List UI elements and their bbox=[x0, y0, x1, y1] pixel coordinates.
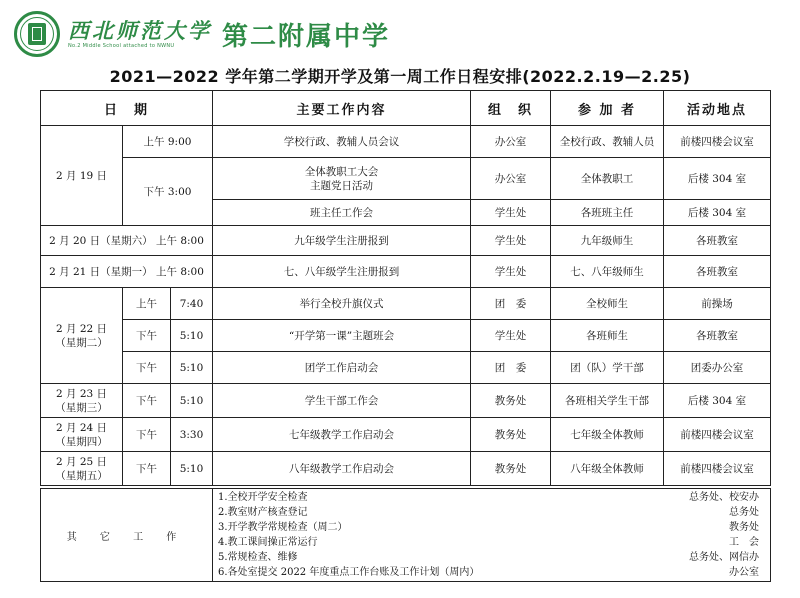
col-header-participants: 参 加 者 bbox=[551, 91, 664, 126]
table-row bbox=[41, 288, 771, 320]
org-cell: 办公室 bbox=[471, 126, 551, 158]
location-cell: 前操场 bbox=[664, 288, 771, 320]
table-row bbox=[41, 158, 771, 200]
col-header-location: 活动地点 bbox=[664, 91, 771, 126]
content-line: 主题党日活动 bbox=[310, 179, 373, 192]
org-cell: 学生处 bbox=[471, 226, 551, 256]
time-cell: 5:10 bbox=[171, 352, 213, 384]
list-item bbox=[214, 520, 769, 535]
location-cell: 后楼 304 室 bbox=[664, 200, 771, 226]
weekday-line: （星期四） bbox=[55, 435, 108, 448]
school-header bbox=[14, 8, 390, 60]
other-item-text: 2.教室财产核查登记 bbox=[218, 507, 308, 518]
participants-cell: 团（队）学干部 bbox=[551, 352, 664, 384]
school-name: 西北师范大学 bbox=[68, 17, 212, 43]
other-item-dept: 教务处 bbox=[729, 522, 759, 533]
content-cell: 举行全校升旗仪式 bbox=[213, 288, 471, 320]
ampm-cell: 上午 bbox=[123, 288, 171, 320]
date-cell: 2 月 20 日（星期六） 上午 8:00 bbox=[41, 226, 213, 256]
participants-cell: 各班师生 bbox=[551, 320, 664, 352]
time-cell: 3:30 bbox=[171, 418, 213, 452]
other-item-dept: 总务处、校安办 bbox=[689, 492, 759, 503]
other-item-dept: 总务处、网信办 bbox=[689, 552, 759, 563]
content-cell: 班主任工作会 bbox=[213, 200, 471, 226]
list-item bbox=[214, 550, 769, 565]
table-row bbox=[41, 226, 771, 256]
location-cell: 各班教室 bbox=[664, 256, 771, 288]
subschool-name: 第二附属中学 bbox=[222, 21, 391, 52]
content-cell: 七年级教学工作启动会 bbox=[213, 418, 471, 452]
participants-cell: 九年级师生 bbox=[551, 226, 664, 256]
other-item-text: 6.各处室提交 2022 年度重点工作台账及工作计划（周内） bbox=[218, 567, 480, 578]
org-cell: 团 委 bbox=[471, 288, 551, 320]
ampm-cell: 下午 bbox=[123, 452, 171, 486]
table-row bbox=[41, 126, 771, 158]
participants-cell: 各班相关学生干部 bbox=[551, 384, 664, 418]
schedule-table bbox=[40, 90, 771, 486]
org-cell: 教务处 bbox=[471, 384, 551, 418]
org-cell: 学生处 bbox=[471, 256, 551, 288]
col-header-date: 日 期 bbox=[41, 91, 213, 126]
content-cell: 九年级学生注册报到 bbox=[213, 226, 471, 256]
time-cell: 下午 3:00 bbox=[123, 158, 213, 226]
other-work-table bbox=[40, 488, 771, 582]
weekday-line: （星期三） bbox=[55, 401, 108, 414]
school-emblem-icon bbox=[14, 11, 60, 57]
content-cell: 学校行政、教辅人员会议 bbox=[213, 126, 471, 158]
time-cell: 7:40 bbox=[171, 288, 213, 320]
location-cell: 各班教室 bbox=[664, 226, 771, 256]
ampm-cell: 下午 bbox=[123, 320, 171, 352]
date-line: 2 月 22 日 bbox=[55, 322, 108, 335]
location-cell: 后楼 304 室 bbox=[664, 384, 771, 418]
other-work-list bbox=[213, 489, 771, 582]
time-cell: 5:10 bbox=[171, 320, 213, 352]
participants-cell: 全校行政、教辅人员 bbox=[551, 126, 664, 158]
ampm-cell: 下午 bbox=[123, 418, 171, 452]
org-cell: 团 委 bbox=[471, 352, 551, 384]
location-cell: 团委办公室 bbox=[664, 352, 771, 384]
other-item-text: 4.教工课间操正常运行 bbox=[218, 537, 318, 548]
table-row bbox=[41, 418, 771, 452]
table-row bbox=[41, 352, 771, 384]
location-cell: 各班教室 bbox=[664, 320, 771, 352]
other-item-text: 5.常规检查、维修 bbox=[218, 552, 298, 563]
page-title: 2021—2022 学年第二学期开学及第一周工作日程安排(2022.2.19—2.25) bbox=[109, 67, 691, 86]
date-cell: 2 月 19 日 bbox=[41, 126, 123, 226]
other-item-dept: 工 会 bbox=[729, 537, 759, 548]
location-cell: 前楼四楼会议室 bbox=[664, 126, 771, 158]
col-header-content: 主要工作内容 bbox=[213, 91, 471, 126]
school-english-name: No.2 Middle School attached to NWNU bbox=[68, 42, 175, 49]
date-cell bbox=[41, 418, 123, 452]
other-item-text: 1.全校开学安全检查 bbox=[218, 492, 308, 503]
other-item-text: 3.开学教学常规检查（周二） bbox=[218, 522, 348, 533]
org-cell: 教务处 bbox=[471, 418, 551, 452]
participants-cell: 七年级全体教师 bbox=[551, 418, 664, 452]
school-name-block bbox=[68, 19, 212, 50]
content-cell: 八年级教学工作启动会 bbox=[213, 452, 471, 486]
weekday-line: （星期二） bbox=[55, 336, 108, 349]
date-line: 2 月 24 日 bbox=[55, 421, 108, 434]
participants-cell: 全体教职工 bbox=[551, 158, 664, 200]
content-cell: 七、八年级学生注册报到 bbox=[213, 256, 471, 288]
participants-cell: 全校师生 bbox=[551, 288, 664, 320]
col-header-org: 组 织 bbox=[471, 91, 551, 126]
table-row bbox=[41, 452, 771, 486]
content-line: 全体教职工大会 bbox=[304, 165, 379, 178]
other-work-label: 其 它 工 作 bbox=[41, 489, 213, 582]
ampm-cell: 下午 bbox=[123, 384, 171, 418]
participants-cell: 七、八年级师生 bbox=[551, 256, 664, 288]
table-row bbox=[41, 256, 771, 288]
date-line: 2 月 23 日 bbox=[55, 387, 108, 400]
participants-cell: 各班班主任 bbox=[551, 200, 664, 226]
location-cell: 后楼 304 室 bbox=[664, 158, 771, 200]
list-item bbox=[214, 505, 769, 520]
list-item bbox=[214, 490, 769, 505]
ampm-cell: 下午 bbox=[123, 352, 171, 384]
date-cell bbox=[41, 288, 123, 384]
list-item bbox=[214, 565, 769, 580]
content-cell bbox=[213, 158, 471, 200]
time-cell: 5:10 bbox=[171, 384, 213, 418]
content-cell: “开学第一课”主题班会 bbox=[213, 320, 471, 352]
list-item bbox=[214, 535, 769, 550]
content-cell: 团学工作启动会 bbox=[213, 352, 471, 384]
other-item-dept: 总务处 bbox=[729, 507, 759, 518]
date-cell bbox=[41, 452, 123, 486]
location-cell: 前楼四楼会议室 bbox=[664, 418, 771, 452]
date-line: 2 月 25 日 bbox=[55, 455, 108, 468]
time-cell: 5:10 bbox=[171, 452, 213, 486]
participants-cell: 八年级全体教师 bbox=[551, 452, 664, 486]
weekday-line: （星期五） bbox=[55, 469, 108, 482]
time-cell: 上午 9:00 bbox=[123, 126, 213, 158]
org-cell: 学生处 bbox=[471, 200, 551, 226]
other-item-dept: 办公室 bbox=[729, 567, 759, 578]
content-cell: 学生干部工作会 bbox=[213, 384, 471, 418]
table-row bbox=[41, 320, 771, 352]
location-cell: 前楼四楼会议室 bbox=[664, 452, 771, 486]
org-cell: 学生处 bbox=[471, 320, 551, 352]
org-cell: 办公室 bbox=[471, 158, 551, 200]
table-row bbox=[41, 384, 771, 418]
org-cell: 教务处 bbox=[471, 452, 551, 486]
date-cell: 2 月 21 日（星期一） 上午 8:00 bbox=[41, 256, 213, 288]
date-cell bbox=[41, 384, 123, 418]
table-header-row bbox=[41, 91, 771, 126]
